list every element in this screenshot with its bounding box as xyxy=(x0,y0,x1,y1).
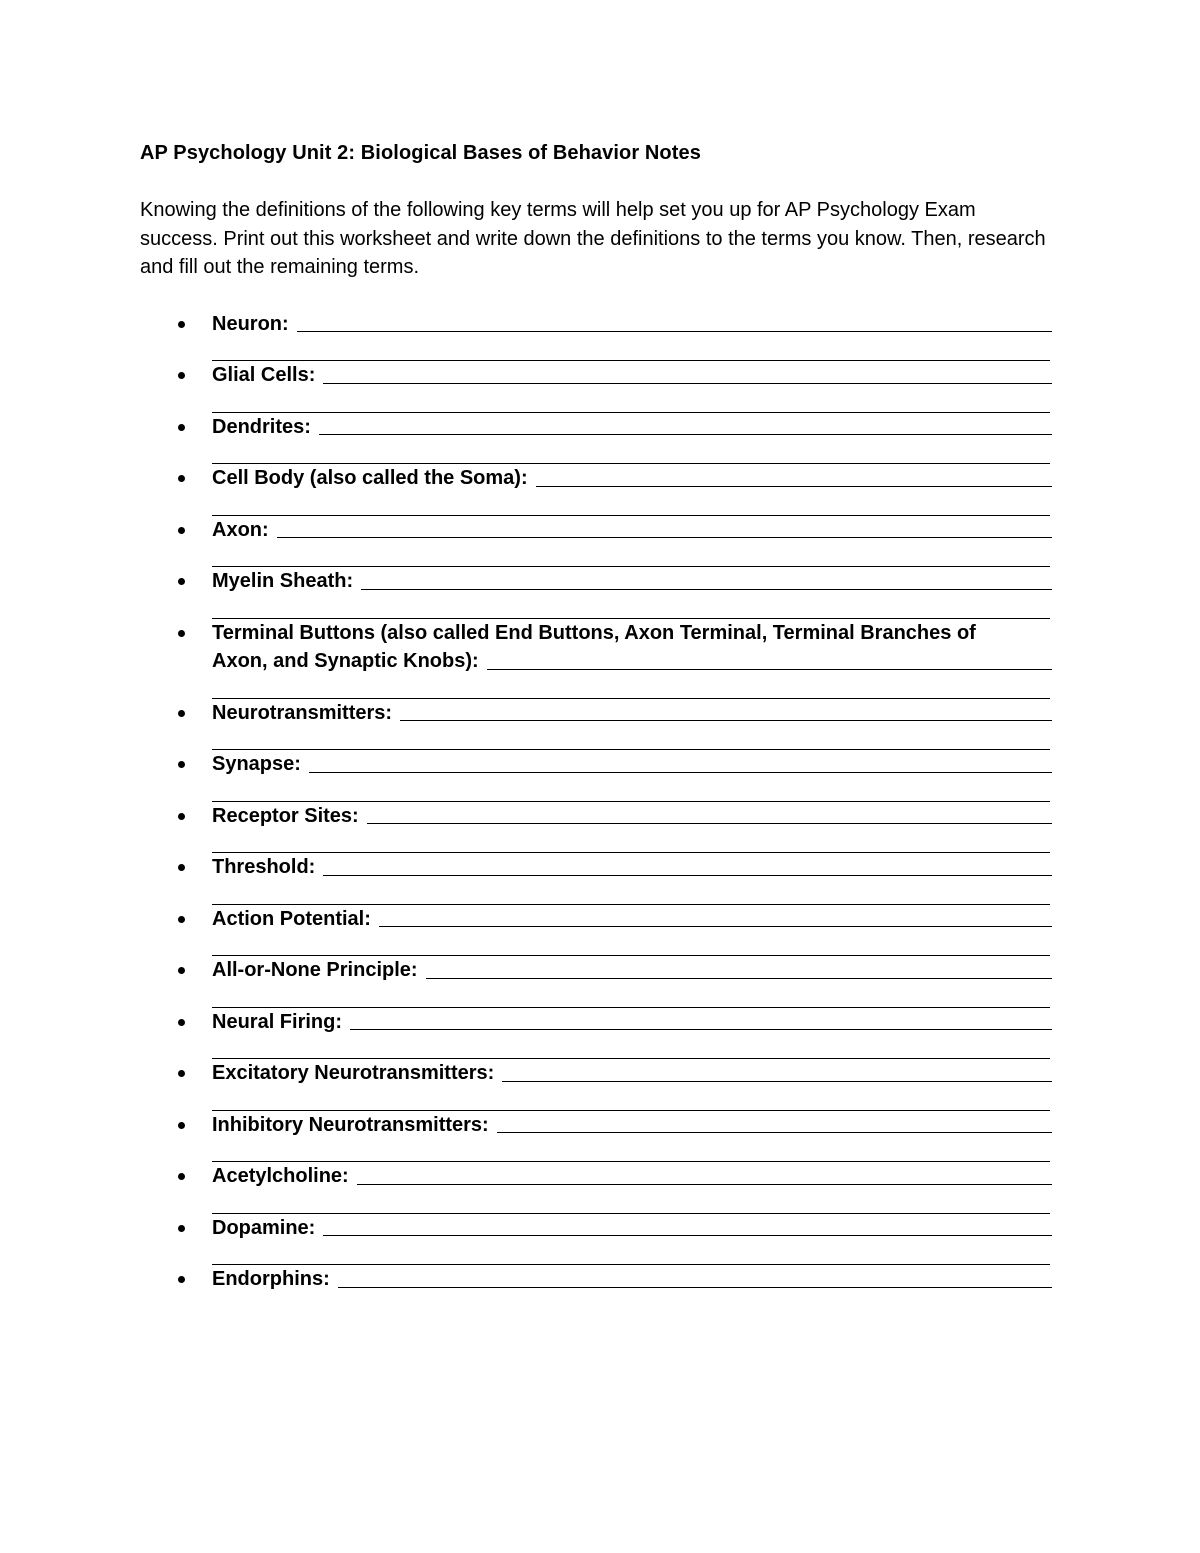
term-action-potential xyxy=(140,905,1060,957)
answer-blank[interactable] xyxy=(323,383,1052,384)
answer-blank[interactable] xyxy=(338,1287,1052,1288)
bullet-icon xyxy=(178,1070,185,1077)
bullet-icon xyxy=(178,1225,185,1232)
answer-blank[interactable] xyxy=(497,1132,1052,1133)
answer-blank[interactable] xyxy=(212,596,1050,619)
answer-blank[interactable] xyxy=(426,978,1052,979)
term-cell-body xyxy=(140,464,1060,516)
term-synapse xyxy=(140,750,1060,802)
answer-blank[interactable] xyxy=(367,823,1052,824)
term-dopamine xyxy=(140,1214,1060,1266)
answer-blank[interactable] xyxy=(212,1139,1050,1162)
answer-blank[interactable] xyxy=(487,669,1052,670)
term-acetylcholine xyxy=(140,1162,1060,1214)
term-label: Acetylcholine: xyxy=(212,1165,349,1187)
term-label: Neuron: xyxy=(212,312,289,335)
bullet-icon xyxy=(178,630,185,637)
answer-blank[interactable] xyxy=(323,875,1052,876)
term-terminal-buttons xyxy=(140,619,1060,699)
bullet-icon xyxy=(178,710,185,717)
answer-blank[interactable] xyxy=(400,720,1052,721)
bullet-icon xyxy=(178,321,185,328)
term-excitatory xyxy=(140,1059,1060,1111)
term-neuron xyxy=(140,310,1060,362)
term-myelin-sheath xyxy=(140,567,1060,619)
term-glial-cells xyxy=(140,361,1060,413)
bullet-icon xyxy=(178,1276,185,1283)
term-axon xyxy=(140,516,1060,568)
answer-blank[interactable] xyxy=(212,933,1050,956)
bullet-icon xyxy=(178,1122,185,1129)
term-list xyxy=(140,310,1060,1294)
term-label: Myelin Sheath: xyxy=(212,570,354,592)
term-threshold xyxy=(140,853,1060,905)
term-label-line2: Axon, and Synaptic Knobs): xyxy=(212,650,479,672)
answer-blank[interactable] xyxy=(502,1081,1052,1082)
term-inhibitory xyxy=(140,1111,1060,1163)
answer-blank[interactable] xyxy=(277,537,1052,538)
term-label: Glial Cells: xyxy=(212,364,316,386)
term-label: Synapse: xyxy=(212,753,301,775)
answer-blank[interactable] xyxy=(212,493,1050,516)
term-dendrites xyxy=(140,413,1060,465)
answer-blank[interactable] xyxy=(212,882,1050,905)
term-label: Threshold: xyxy=(212,856,316,878)
term-label: Endorphins: xyxy=(212,1268,330,1290)
bullet-icon xyxy=(178,1019,185,1026)
answer-blank[interactable] xyxy=(309,772,1052,773)
answer-blank[interactable] xyxy=(379,926,1052,927)
term-label: Inhibitory Neurotransmitters: xyxy=(212,1113,489,1136)
term-label: Neurotransmitters: xyxy=(212,701,393,724)
answer-blank[interactable] xyxy=(212,338,1050,361)
answer-blank[interactable] xyxy=(319,434,1052,435)
answer-blank[interactable] xyxy=(212,441,1050,464)
term-neurotransmitters xyxy=(140,699,1060,751)
term-label: Excitatory Neurotransmitters: xyxy=(212,1062,495,1084)
term-label: Cell Body (also called the Soma): xyxy=(212,467,528,489)
answer-blank[interactable] xyxy=(212,1036,1050,1059)
bullet-icon xyxy=(178,578,185,585)
answer-blank[interactable] xyxy=(212,830,1050,853)
answer-blank[interactable] xyxy=(212,727,1050,750)
bullet-icon xyxy=(178,761,185,768)
document-title: AP Psychology Unit 2: Biological Bases of Behavior Notes xyxy=(140,142,701,164)
bullet-icon xyxy=(178,527,185,534)
answer-blank[interactable] xyxy=(361,589,1052,590)
bullet-icon xyxy=(178,424,185,431)
bullet-icon xyxy=(178,372,185,379)
bullet-icon xyxy=(178,475,185,482)
term-label-line1: Terminal Buttons (also called End Buttons, Axon Terminal, Terminal Branches of xyxy=(212,621,976,644)
bullet-icon xyxy=(178,916,185,923)
term-label: Receptor Sites: xyxy=(212,804,359,827)
term-receptor-sites xyxy=(140,802,1060,854)
answer-blank[interactable] xyxy=(212,544,1050,567)
answer-blank[interactable] xyxy=(212,1088,1050,1111)
term-label: Action Potential: xyxy=(212,907,371,930)
answer-blank[interactable] xyxy=(212,1242,1050,1265)
term-label: All-or-None Principle: xyxy=(212,959,418,981)
answer-blank[interactable] xyxy=(350,1029,1052,1030)
worksheet-page xyxy=(140,138,1060,1294)
term-label: Dendrites: xyxy=(212,415,311,438)
answer-blank[interactable] xyxy=(297,331,1052,332)
term-label: Neural Firing: xyxy=(212,1010,343,1033)
answer-blank[interactable] xyxy=(212,779,1050,802)
bullet-icon xyxy=(178,864,185,871)
term-label: Dopamine: xyxy=(212,1216,316,1239)
bullet-icon xyxy=(178,813,185,820)
bullet-icon xyxy=(178,1173,185,1180)
term-label: Axon: xyxy=(212,518,269,541)
answer-blank[interactable] xyxy=(357,1184,1052,1185)
answer-blank[interactable] xyxy=(212,985,1050,1008)
answer-blank[interactable] xyxy=(323,1235,1052,1236)
term-endorphins xyxy=(140,1265,1060,1294)
bullet-icon xyxy=(178,967,185,974)
term-all-or-none xyxy=(140,956,1060,1008)
answer-blank[interactable] xyxy=(212,676,1050,699)
term-neural-firing xyxy=(140,1008,1060,1060)
answer-blank[interactable] xyxy=(212,390,1050,413)
answer-blank[interactable] xyxy=(212,1191,1050,1214)
answer-blank[interactable] xyxy=(536,486,1052,487)
intro-paragraph: Knowing the definitions of the following key terms will help set you up for AP Psychology Exam success. Print out this worksheet and write down the definitions to the terms you know. Then, research and fill out the remaining terms. xyxy=(140,199,1046,278)
